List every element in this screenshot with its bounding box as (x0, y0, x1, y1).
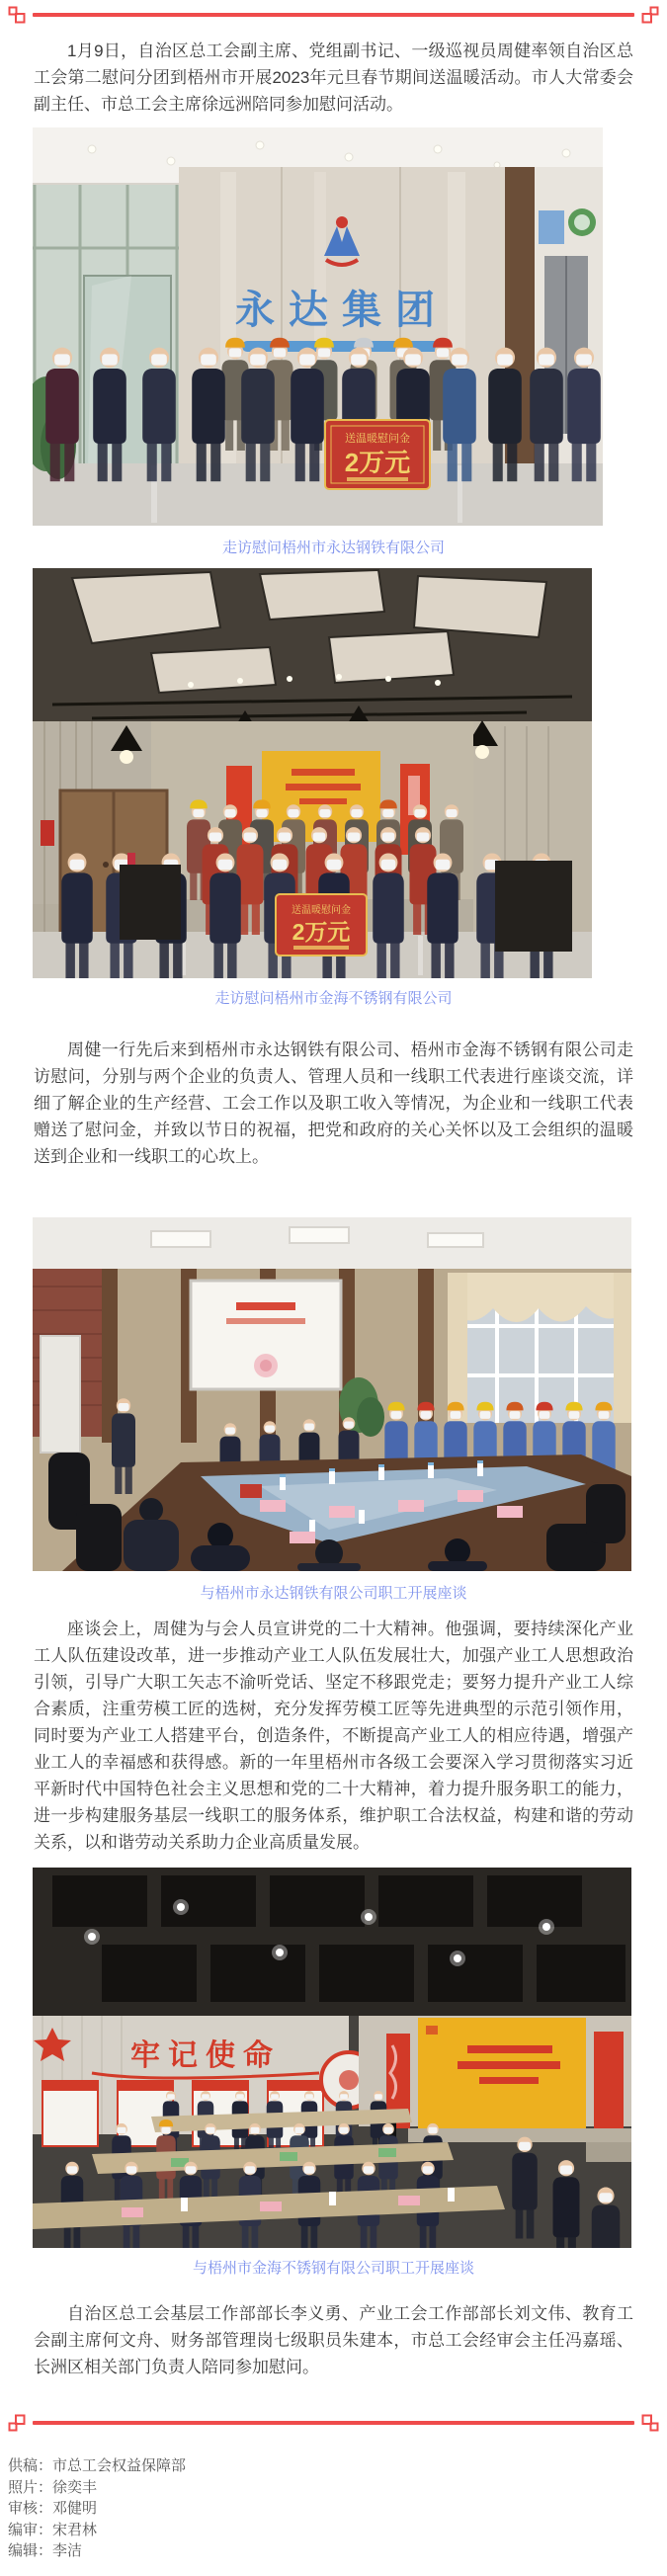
article-paragraph-3: 座谈会上，周健为与会人员宣讲党的二十大精神。他强调，要持续深化产业工人队伍建设改革，进一步推动产业工人队伍发展壮大，加强产业工人思想政治引领，引导广大职工矢志不渝听党话、坚定不移跟党走；要努力提升产业工人综合素质，注重劳模工匠的选树，充分发挥劳模工匠等先进典型的示范引领作用，同时要为产业工人搭建平台，创造条件，不断提高产业工人的相应待遇，增强产业工人的幸福感和获得感。新的一年里梧州市各级工会要深入学习贯彻落实习近平新时代中国特色社会主义思想和党的二十大精神，着力提升服务职工的能力，进一步构建服务基层一线职工的服务体系，维护职工合法权益，构建和谐的劳动关系，以和谐劳动关系助力企业高质量发展。 (34, 1620, 633, 1852)
separator-line (33, 13, 634, 17)
top-separator (0, 6, 667, 24)
svg-text:2万元: 2万元 (344, 448, 411, 477)
credits-footer (8, 2455, 659, 2562)
bottom-separator (0, 2414, 667, 2432)
separator-corner-icon (8, 2414, 26, 2432)
separator-corner-icon (641, 2414, 659, 2432)
wall-slogan-text: 牢记使命 (130, 2039, 281, 2072)
photo-caption-2: 走访慰问梧州市金海不锈钢有限公司 (214, 990, 453, 1007)
separator-line (33, 2421, 634, 2425)
credit-contributor: 供稿：市总工会权益保障部 (8, 2457, 187, 2474)
article-paragraph-4: 自治区总工会基层工作部部长李义勇、产业工会工作部部长刘文伟、教育工会副主席何文舟、财务部管理岗七级职员朱建本，市总工会经审会主任冯嘉瑶、长洲区相关部门负责人陪同参加慰问。 (34, 2304, 633, 2376)
photo-caption-4: 与梧州市金海不锈钢有限公司职工开展座谈 (192, 2260, 474, 2277)
photo-jinhai-studio-group[interactable] (33, 568, 667, 978)
article-paragraph-1: 1月9日，自治区总工会副主席、党组副书记、一级巡视员周健率领自治区总工会第二慰问分团到梧州市开展2023年元旦春节期间送温暖活动。市人大常委会副主任、市总工会主席徐远洲陪同参加慰问活动。 (34, 42, 633, 114)
led-screen (418, 2018, 586, 2128)
credit-photographer: 照片：徐奕丰 (8, 2478, 98, 2496)
projector-screen (191, 1281, 341, 1389)
svg-text:2万元: 2万元 (292, 919, 351, 945)
article-paragraph-2: 周健一行先后来到梧州市永达钢铁有限公司、梧州市金海不锈钢有限公司走访慰问，分别与两个企业的负责人、管理人员和一线职工代表进行座谈交流，详细了解企业的生产经营、工会工作以及职工收入等情况，为企业和一线职工代表赠送了慰问金，并致以节日的祝福，把党和政府的关心关怀以及工会组织的温暖送到企业和一线职工的心坎上。 (34, 1040, 633, 1166)
photo-yongda-lobby-group[interactable] (33, 127, 667, 526)
photo-jinhai-meeting[interactable] (33, 1868, 667, 2248)
photo-caption-1: 走访慰问梧州市永达钢铁有限公司 (221, 540, 445, 556)
svg-text:送温暖慰问金: 送温暖慰问金 (345, 433, 410, 445)
credit-reviewer: 审核：邓健明 (8, 2500, 98, 2517)
photo-caption-3: 与梧州市永达钢铁有限公司职工开展座谈 (200, 1585, 467, 1602)
separator-corner-icon (641, 6, 659, 24)
lobby-signage-text: 永达集团 (235, 289, 449, 332)
separator-corner-icon (8, 6, 26, 24)
credit-editor: 编辑：李洁 (8, 2542, 83, 2559)
credit-editor-reviewer: 编审：宋君林 (8, 2521, 98, 2538)
donation-sign (276, 894, 367, 956)
donation-sign (325, 420, 430, 489)
photo-yongda-meeting[interactable] (33, 1217, 667, 1571)
svg-text:送温暖慰问金: 送温暖慰问金 (292, 905, 351, 916)
